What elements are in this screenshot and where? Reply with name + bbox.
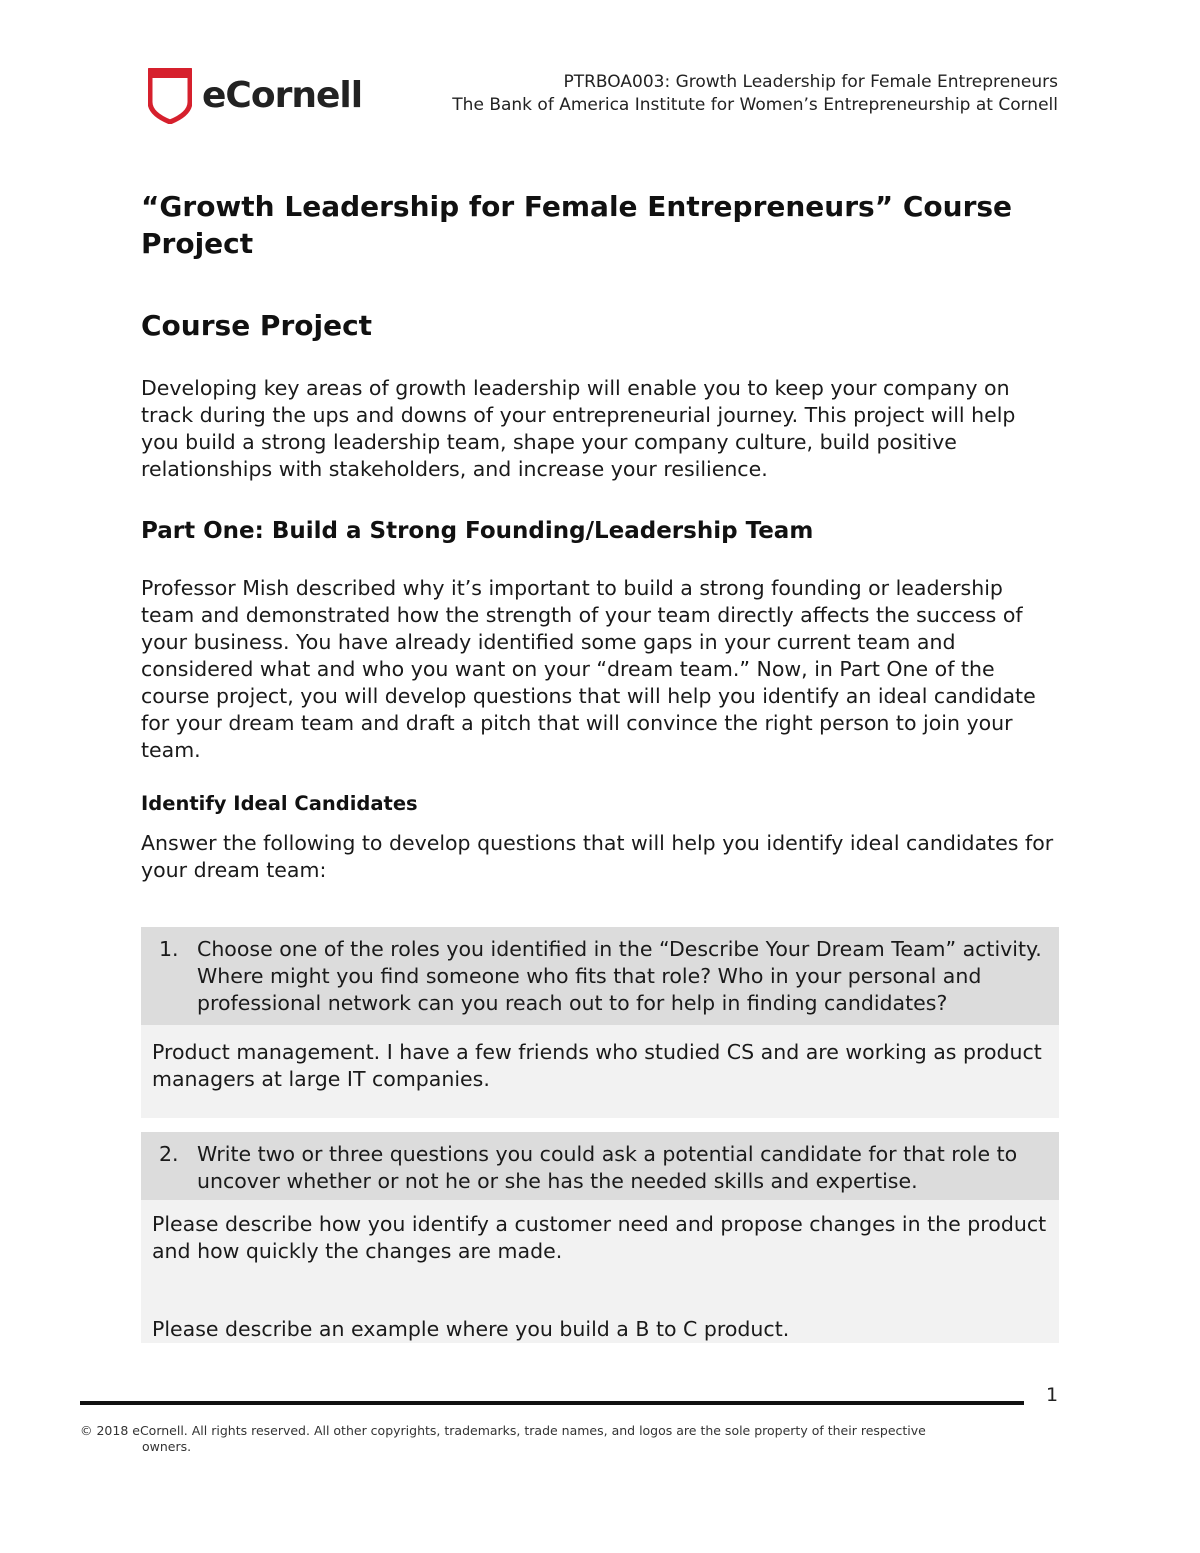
- logo-wordmark: eCornell: [202, 75, 363, 116]
- copyright-line: © 2018 eCornell. All rights reserved. All other copyrights, trademarks, trade names, and logos are the sole property of their respective: [80, 1423, 926, 1438]
- subheading-identify-candidates: Identify Ideal Candidates: [141, 792, 418, 815]
- question-number: 2.: [159, 1142, 179, 1166]
- instructions-paragraph: Answer the following to develop questions that will help you identify ideal candidates for your dream team:: [141, 831, 1054, 882]
- question-block-1: [141, 927, 1059, 1118]
- running-header: [452, 71, 1058, 117]
- intro-paragraph: Developing key areas of growth leadership will enable you to keep your company on track during the ups and downs of your entrepreneurial journey. This project will help you build a strong leadership team, shape your company culture, build positive relationships with stakeholders, and increase your resilience.: [141, 376, 1016, 481]
- footer-divider: [80, 1401, 1024, 1405]
- answer-field-2[interactable]: [141, 1200, 1059, 1343]
- question-block-2: [141, 1132, 1059, 1343]
- question-prompt-1: [141, 927, 1059, 1025]
- answer-text: Product management. I have a few friends who studied CS and are working as product managers at large IT companies.: [152, 1040, 1042, 1091]
- document-title: “Growth Leadership for Female Entrepreneurs” Course Project: [141, 190, 1013, 260]
- section-heading: Course Project: [141, 309, 373, 342]
- part-one-heading: Part One: Build a Strong Founding/Leadership Team: [141, 518, 814, 544]
- page-number: 1: [1046, 1384, 1059, 1406]
- question-prompt-2: [141, 1132, 1059, 1200]
- shield-icon: [148, 68, 192, 124]
- answer-text: Please describe an example where you build a B to C product.: [152, 1317, 790, 1341]
- question-text: Choose one of the roles you identified in the “Describe Your Dream Team” activity. Where might you find someone who fits that role? Who in your personal and professional network can you reach out to for help in finding candidates?: [197, 937, 1042, 1015]
- institute-line: The Bank of America Institute for Women’s Entrepreneurship at Cornell: [452, 95, 1058, 115]
- course-code-line: PTRBOA003: Growth Leadership for Female Entrepreneurs: [563, 72, 1058, 92]
- question-number: 1.: [159, 937, 179, 961]
- question-text: Write two or three questions you could ask a potential candidate for that role to uncover whether or not he or she has the needed skills and expertise.: [197, 1142, 1018, 1193]
- ecornell-logo: [148, 68, 362, 124]
- answer-field-1[interactable]: [141, 1025, 1059, 1118]
- answer-text: Please describe how you identify a customer need and propose changes in the product and how quickly the changes are made.: [152, 1212, 1047, 1263]
- copyright-notice: [80, 1423, 1040, 1455]
- part-one-paragraph: Professor Mish described why it’s important to build a strong founding or leadership team and demonstrated how the strength of your team directly affects the success of your business. You have already identified some gaps in your current team and considered what and who you want on your “dream team.” Now, in Part One of the course project, you will develop questions that will help you identify an ideal candidate for your dream team and draft a pitch that will convince the right person to join your team.: [141, 576, 1036, 762]
- copyright-line: owners.: [142, 1439, 192, 1454]
